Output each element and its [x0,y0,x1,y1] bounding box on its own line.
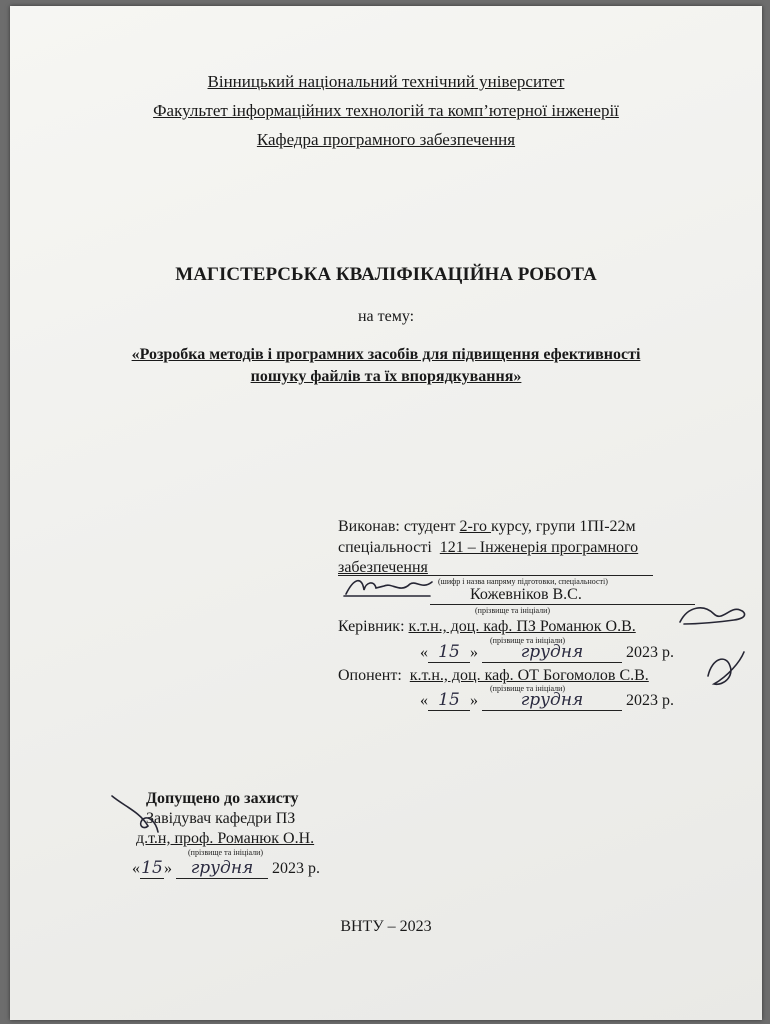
student-name-underline [430,604,695,605]
institution-header [10,72,762,150]
department-head-signature [104,786,164,846]
admission-heading: Допущено до захисту [146,790,299,807]
admission-year: 2023 р. [272,860,320,877]
department-name: Кафедра програмного забезпечення [256,130,516,149]
supervisor-year: 2023 р. [626,644,674,661]
opponent-day: 15 [428,690,470,711]
supervisor-caption: (прізвище та ініціали) [490,636,566,645]
course-value: 2-го [459,518,492,535]
faculty-name: Факультет інформаційних технологій та комп’ютерної інженерії [153,101,619,120]
supervisor-date: « 15 » грудня 2023 р. [420,642,674,662]
supervisor-day: 15 [428,642,470,663]
supervisor-line [338,618,636,636]
thesis-topic [10,344,762,388]
opponent-label: Опонент: [338,667,402,684]
opponent-month: грудня [482,690,622,711]
opponent-date: « 15 » грудня 2023 р. [420,690,674,710]
topic-prefix: на тему: [357,308,415,325]
department-head-caption: (прізвище та ініціали) [188,848,264,857]
opponent-year: 2023 р. [626,692,674,709]
supervisor-signature [674,600,754,632]
specialty-caption: (шифр і назва напряму підготовки, спеціальності) [438,577,608,586]
specialty-value: 121 – Інженерія програмного [439,539,639,556]
topic-line-1: «Розробка методів і програмних засобів для підвищення ефективності [131,346,641,363]
department-head-name: д.т.н, проф. Романюк О.Н. [136,830,315,847]
student-name-caption: (прізвище та ініціали) [475,606,551,615]
admission-date: «15» грудня 2023 р. [132,858,320,878]
specialty-line: спеціальності 121 – Інженерія програмного [338,539,639,556]
student-name: Кожевніков В.С. [470,586,582,603]
opponent-line [338,667,649,685]
topic-line-2: пошуку файлів та їх впорядкування» [250,368,522,385]
supervisor-value: к.т.н., доц. каф. ПЗ Романюк О.В. [408,618,636,635]
document-page [10,6,762,1020]
document-title: МАГІСТЕРСЬКА КВАЛІФІКАЦІЙНА РОБОТА [175,264,597,285]
supervisor-month: грудня [482,642,622,663]
opponent-caption: (прізвище та ініціали) [490,684,566,693]
university-name: Вінницький національний технічний університет [207,72,565,91]
admission-day: 15 [141,858,163,878]
opponent-signature [700,646,750,696]
student-signature [340,572,440,602]
footer-city-year: ВНТУ – 2023 [340,918,432,935]
supervisor-label: Керівник: [338,618,405,635]
opponent-value: к.т.н., доц. каф. ОТ Богомолов С.В. [409,667,649,684]
student-line: Виконав: студент 2-го курсу, групи 1ПІ-22м [338,518,636,535]
admission-month: грудня [176,858,268,879]
specialty-line-2: забезпечення [338,559,428,576]
department-head: Завідувач кафедри ПЗ [146,810,296,827]
